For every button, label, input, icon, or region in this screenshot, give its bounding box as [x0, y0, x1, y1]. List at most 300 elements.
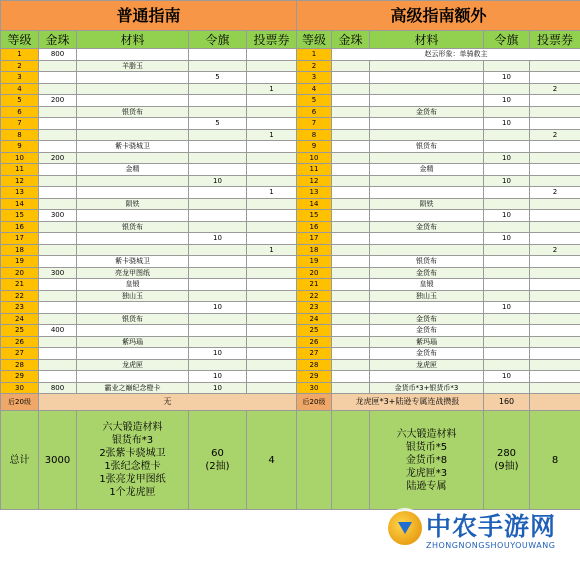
- level-cell: 16: [1, 221, 39, 233]
- material-cell: 陨铁: [77, 198, 189, 210]
- flag-cell: 10: [484, 233, 530, 245]
- table-row: [297, 348, 580, 360]
- level-cell: 2: [297, 60, 332, 72]
- flag-cell: 10: [484, 118, 530, 130]
- ticket-cell: [247, 267, 297, 279]
- material-cell: 龙虎匣: [370, 359, 484, 371]
- level-cell: 6: [1, 106, 39, 118]
- material-cell: 皇锻: [77, 279, 189, 291]
- ticket-cell: [530, 198, 580, 210]
- flag-cell: [484, 60, 530, 72]
- flag-cell: 5: [189, 118, 247, 130]
- table-row: [1, 95, 297, 107]
- table-row: [1, 267, 297, 279]
- level-cell: 21: [1, 279, 39, 291]
- gold-cell: [39, 83, 77, 95]
- flag-cell: [484, 164, 530, 176]
- table-row: [297, 244, 580, 256]
- gold-cell: [332, 325, 370, 337]
- material-cell: [370, 118, 484, 130]
- flag-cell: [189, 325, 247, 337]
- advanced-guide-header-row: [297, 31, 580, 49]
- gold-cell: [39, 290, 77, 302]
- flag-cell: [189, 221, 247, 233]
- ticket-cell: [247, 313, 297, 325]
- flag-cell: 10: [484, 95, 530, 107]
- level-cell: 19: [297, 256, 332, 268]
- ticket-cell: [530, 382, 580, 394]
- gold-cell: [332, 302, 370, 314]
- ticket-cell: [247, 290, 297, 302]
- table-row: [297, 267, 580, 279]
- flag-cell: [189, 106, 247, 118]
- ticket-cell: [530, 210, 580, 222]
- ticket-cell: [530, 141, 580, 153]
- material-cell: [77, 129, 189, 141]
- level-cell: 1: [1, 49, 39, 61]
- total-materials-cell-text: 六大锻造材料 银货布*3 2张紫卡骁城卫 1张纪念橙卡 1张亮龙甲图纸 1个龙虎匣: [99, 422, 166, 498]
- total-tickets-cell: 4: [247, 411, 297, 510]
- flag-cell: 10: [484, 72, 530, 84]
- table-row: [297, 106, 580, 118]
- flag-cell: [189, 187, 247, 199]
- flag-cell: [189, 256, 247, 268]
- material-cell: 银货布: [77, 313, 189, 325]
- level-cell: 28: [1, 359, 39, 371]
- level-cell: 20: [297, 267, 332, 279]
- material-cell: 紫玛瑙: [77, 336, 189, 348]
- material-cell: [370, 83, 484, 95]
- table-row: [297, 60, 580, 72]
- advanced-guide-table: [296, 0, 580, 510]
- level-cell: 10: [297, 152, 332, 164]
- level-cell: 后20级: [1, 394, 39, 411]
- table-row: [297, 359, 580, 371]
- gold-cell: [332, 72, 370, 84]
- table-row: [297, 129, 580, 141]
- flag-cell: [484, 279, 530, 291]
- flag-cell: 10: [189, 175, 247, 187]
- level-cell: 7: [1, 118, 39, 130]
- table-row: [1, 313, 297, 325]
- flag-cell: [484, 221, 530, 233]
- ticket-cell: [247, 233, 297, 245]
- material-cell: [77, 244, 189, 256]
- table-row: [1, 210, 297, 222]
- material-cell: 皇锻: [370, 279, 484, 291]
- table-row: [297, 313, 580, 325]
- ticket-cell: 2: [530, 187, 580, 199]
- ticket-cell: [247, 336, 297, 348]
- flag-cell: [484, 336, 530, 348]
- gold-cell: [332, 221, 370, 233]
- flag-cell: [484, 325, 530, 337]
- gold-cell: [332, 256, 370, 268]
- level-cell: 12: [1, 175, 39, 187]
- level-cell: 5: [1, 95, 39, 107]
- total-row: [1, 411, 297, 510]
- level-cell: 16: [297, 221, 332, 233]
- table-row: [1, 348, 297, 360]
- level-cell: 18: [1, 244, 39, 256]
- table-row: [1, 49, 297, 61]
- gold-cell: [39, 129, 77, 141]
- gold-cell: [39, 348, 77, 360]
- material-cell: [77, 325, 189, 337]
- flag-cell: 10: [484, 302, 530, 314]
- material-cell: [77, 152, 189, 164]
- material-cell: [77, 118, 189, 130]
- flag-cell: [189, 244, 247, 256]
- material-cell: [77, 49, 189, 61]
- ticket-cell: [530, 302, 580, 314]
- gold-cell: [332, 129, 370, 141]
- gold-cell: [39, 256, 77, 268]
- ticket-cell: [530, 267, 580, 279]
- after-level-row: [297, 394, 580, 411]
- level-cell: 21: [297, 279, 332, 291]
- material-cell: [370, 72, 484, 84]
- header-flags: 令旗: [484, 31, 530, 49]
- level-cell: 29: [1, 371, 39, 383]
- header-tickets: 投票券: [530, 31, 580, 49]
- level-cell: 9: [297, 141, 332, 153]
- material-cell: [370, 233, 484, 245]
- ticket-cell: [247, 95, 297, 107]
- table-row: [1, 256, 297, 268]
- level-cell: 17: [297, 233, 332, 245]
- level-cell: 29: [297, 371, 332, 383]
- gold-cell: [332, 187, 370, 199]
- level-cell: 4: [297, 83, 332, 95]
- gold-cell: [39, 198, 77, 210]
- table-row: [297, 187, 580, 199]
- ticket-cell: 2: [530, 129, 580, 141]
- table-row: [1, 106, 297, 118]
- flag-cell: [189, 129, 247, 141]
- total-gold-cell: 3000: [39, 411, 77, 510]
- flag-cell: [189, 49, 247, 61]
- after-tickets-cell: [530, 394, 580, 411]
- flag-cell: [484, 106, 530, 118]
- ticket-cell: [530, 359, 580, 371]
- table-row: [1, 129, 297, 141]
- flag-cell: [189, 313, 247, 325]
- gold-cell: [332, 290, 370, 302]
- level-cell: 25: [1, 325, 39, 337]
- level-cell: 23: [297, 302, 332, 314]
- material-cell: [370, 371, 484, 383]
- level-cell: 3: [297, 72, 332, 84]
- ticket-cell: [247, 164, 297, 176]
- flag-cell: [189, 210, 247, 222]
- level-cell: 19: [1, 256, 39, 268]
- material-cell: [77, 187, 189, 199]
- table-row: [297, 279, 580, 291]
- ticket-cell: [247, 256, 297, 268]
- gold-cell: [332, 60, 370, 72]
- gold-cell: [332, 198, 370, 210]
- material-cell: 银货布: [77, 221, 189, 233]
- site-watermark: [382, 503, 578, 561]
- ticket-cell: [247, 348, 297, 360]
- gold-cell: [332, 336, 370, 348]
- table-row: [297, 336, 580, 348]
- material-cell: 龙虎匣: [77, 359, 189, 371]
- level-cell: 8: [1, 129, 39, 141]
- gold-cell: [332, 348, 370, 360]
- material-cell: 银货布: [77, 106, 189, 118]
- flag-cell: 10: [484, 175, 530, 187]
- table-row: [1, 290, 297, 302]
- flag-cell: [484, 141, 530, 153]
- material-cell: [77, 72, 189, 84]
- ticket-cell: [530, 336, 580, 348]
- basic-guide-header-row: [1, 31, 297, 49]
- total-row: [297, 411, 580, 510]
- level-cell: 23: [1, 302, 39, 314]
- ticket-cell: [247, 371, 297, 383]
- table-row: [297, 164, 580, 176]
- gold-cell: [39, 221, 77, 233]
- flag-cell: [189, 198, 247, 210]
- gold-cell: [39, 187, 77, 199]
- ticket-cell: [247, 152, 297, 164]
- flag-cell: [189, 164, 247, 176]
- material-cell: [370, 95, 484, 107]
- header-gold: 金珠: [332, 31, 370, 49]
- after-materials-cell: 龙虎匣*3+陆逊专属连战攒报: [332, 394, 484, 411]
- ticket-cell: [530, 175, 580, 187]
- ticket-cell: [530, 118, 580, 130]
- table-row: [1, 187, 297, 199]
- gold-cell: 200: [39, 95, 77, 107]
- gold-cell: [39, 72, 77, 84]
- level-cell: 7: [297, 118, 332, 130]
- table-row: [297, 83, 580, 95]
- flag-cell: [484, 187, 530, 199]
- material-cell: 独山玉: [370, 290, 484, 302]
- gold-cell: [332, 267, 370, 279]
- table-row: [297, 141, 580, 153]
- level-cell: 14: [1, 198, 39, 210]
- flag-cell: [484, 129, 530, 141]
- gold-cell: 400: [39, 325, 77, 337]
- flag-cell: [189, 267, 247, 279]
- material-cell: [77, 175, 189, 187]
- gold-cell: [332, 141, 370, 153]
- gold-cell: [39, 60, 77, 72]
- gold-cell: [39, 141, 77, 153]
- level-cell: 24: [1, 313, 39, 325]
- table-row: [297, 221, 580, 233]
- table-row: [1, 325, 297, 337]
- gold-cell: [39, 175, 77, 187]
- after-level-row: [1, 394, 297, 411]
- header-level: 等级: [297, 31, 332, 49]
- table-row: [1, 152, 297, 164]
- material-cell: 金精: [77, 164, 189, 176]
- material-cell: 金货布: [370, 348, 484, 360]
- level-cell: 2: [1, 60, 39, 72]
- gold-cell: [332, 233, 370, 245]
- material-cell: 金货币*3+银货币*3: [370, 382, 484, 394]
- flag-cell: 10: [189, 348, 247, 360]
- flag-cell: [484, 348, 530, 360]
- material-cell: 金货布: [370, 325, 484, 337]
- level-cell: 25: [297, 325, 332, 337]
- gold-cell: [39, 164, 77, 176]
- level-cell: 27: [297, 348, 332, 360]
- table-row: [1, 279, 297, 291]
- watermark-text: 中农手游网: [426, 512, 557, 541]
- gold-cell: [39, 359, 77, 371]
- flag-cell: [189, 95, 247, 107]
- watermark-logo-icon: [388, 511, 422, 545]
- flag-cell: 10: [189, 233, 247, 245]
- flag-cell: [484, 198, 530, 210]
- material-cell: 银货布: [370, 256, 484, 268]
- table-row: [1, 83, 297, 95]
- flag-cell: 10: [189, 371, 247, 383]
- flag-cell: [189, 279, 247, 291]
- gold-cell: [39, 118, 77, 130]
- level-cell: 8: [297, 129, 332, 141]
- material-cell: 金货布: [370, 106, 484, 118]
- ticket-cell: [530, 371, 580, 383]
- material-cell: 金货布: [370, 313, 484, 325]
- flag-cell: 10: [189, 302, 247, 314]
- ticket-cell: [530, 256, 580, 268]
- ticket-cell: [247, 302, 297, 314]
- flag-cell: [484, 359, 530, 371]
- material-cell: [77, 371, 189, 383]
- table-row: [297, 325, 580, 337]
- gold-cell: [332, 106, 370, 118]
- material-cell: 羊脂玉: [77, 60, 189, 72]
- flag-cell: 5: [189, 72, 247, 84]
- level-cell: 3: [1, 72, 39, 84]
- ticket-cell: [530, 60, 580, 72]
- table-row: [1, 336, 297, 348]
- header-gold: 金珠: [39, 31, 77, 49]
- ticket-cell: [247, 175, 297, 187]
- gold-cell: [39, 279, 77, 291]
- table-row: [297, 290, 580, 302]
- level-cell: 9: [1, 141, 39, 153]
- gold-cell: [332, 152, 370, 164]
- material-cell: [77, 95, 189, 107]
- material-cell: [370, 210, 484, 222]
- ticket-cell: [530, 72, 580, 84]
- level-cell: 4: [1, 83, 39, 95]
- gold-cell: [332, 175, 370, 187]
- material-cell: 金货布: [370, 267, 484, 279]
- gold-cell: [332, 359, 370, 371]
- table-row: [297, 118, 580, 130]
- material-cell: 独山玉: [77, 290, 189, 302]
- gold-cell: 800: [39, 382, 77, 394]
- ticket-cell: [247, 60, 297, 72]
- table-row: [1, 198, 297, 210]
- gold-cell: [332, 164, 370, 176]
- level-cell: 28: [297, 359, 332, 371]
- material-cell: [77, 233, 189, 245]
- ticket-cell: [247, 279, 297, 291]
- level-cell: 6: [297, 106, 332, 118]
- material-cell: 银货布: [370, 141, 484, 153]
- level-cell: 22: [297, 290, 332, 302]
- total-gold-cell: [332, 411, 370, 510]
- total-materials-cell: [370, 411, 484, 510]
- ticket-cell: [530, 233, 580, 245]
- gold-cell: [332, 83, 370, 95]
- table-row: [1, 164, 297, 176]
- flag-cell: [484, 313, 530, 325]
- ticket-cell: [530, 290, 580, 302]
- gold-cell: [332, 95, 370, 107]
- level-cell: 15: [297, 210, 332, 222]
- gold-cell: [39, 302, 77, 314]
- table-row: [1, 371, 297, 383]
- level-cell: 11: [1, 164, 39, 176]
- level-cell: 22: [1, 290, 39, 302]
- level-cell: 18: [297, 244, 332, 256]
- total-tickets-cell: 8: [530, 411, 580, 510]
- header-flags: 令旗: [189, 31, 247, 49]
- flag-cell: [189, 359, 247, 371]
- table-row: [297, 233, 580, 245]
- ticket-cell: 2: [530, 83, 580, 95]
- total-label-cell: 总计: [1, 411, 39, 510]
- advanced-guide-title: 高级指南额外: [297, 1, 580, 31]
- header-level: 等级: [1, 31, 39, 49]
- ticket-cell: [530, 164, 580, 176]
- table-row: [1, 233, 297, 245]
- level-cell: 13: [1, 187, 39, 199]
- gold-cell: [39, 233, 77, 245]
- material-cell: 金货布: [370, 221, 484, 233]
- basic-guide-table: [0, 0, 297, 510]
- flag-cell: [189, 290, 247, 302]
- ticket-cell: 1: [247, 83, 297, 95]
- total-label-cell: [297, 411, 332, 510]
- flag-cell: [189, 60, 247, 72]
- level-cell: 10: [1, 152, 39, 164]
- table-row: [297, 382, 580, 394]
- gold-cell: [39, 371, 77, 383]
- level-cell: 17: [1, 233, 39, 245]
- table-row: [297, 175, 580, 187]
- ticket-cell: [530, 279, 580, 291]
- table-row: [297, 152, 580, 164]
- material-cell: [370, 152, 484, 164]
- basic-guide-title: 普通指南: [1, 1, 297, 31]
- level-cell: 11: [297, 164, 332, 176]
- material-cell: [370, 302, 484, 314]
- table-row: [297, 49, 580, 61]
- total-materials-cell: [77, 411, 189, 510]
- material-cell: [370, 60, 484, 72]
- header-materials: 材料: [370, 31, 484, 49]
- material-cell: [370, 187, 484, 199]
- table-row: [1, 221, 297, 233]
- flag-cell: [484, 267, 530, 279]
- gold-cell: [39, 336, 77, 348]
- level-cell: 30: [1, 382, 39, 394]
- ticket-cell: [530, 106, 580, 118]
- table-row: [297, 302, 580, 314]
